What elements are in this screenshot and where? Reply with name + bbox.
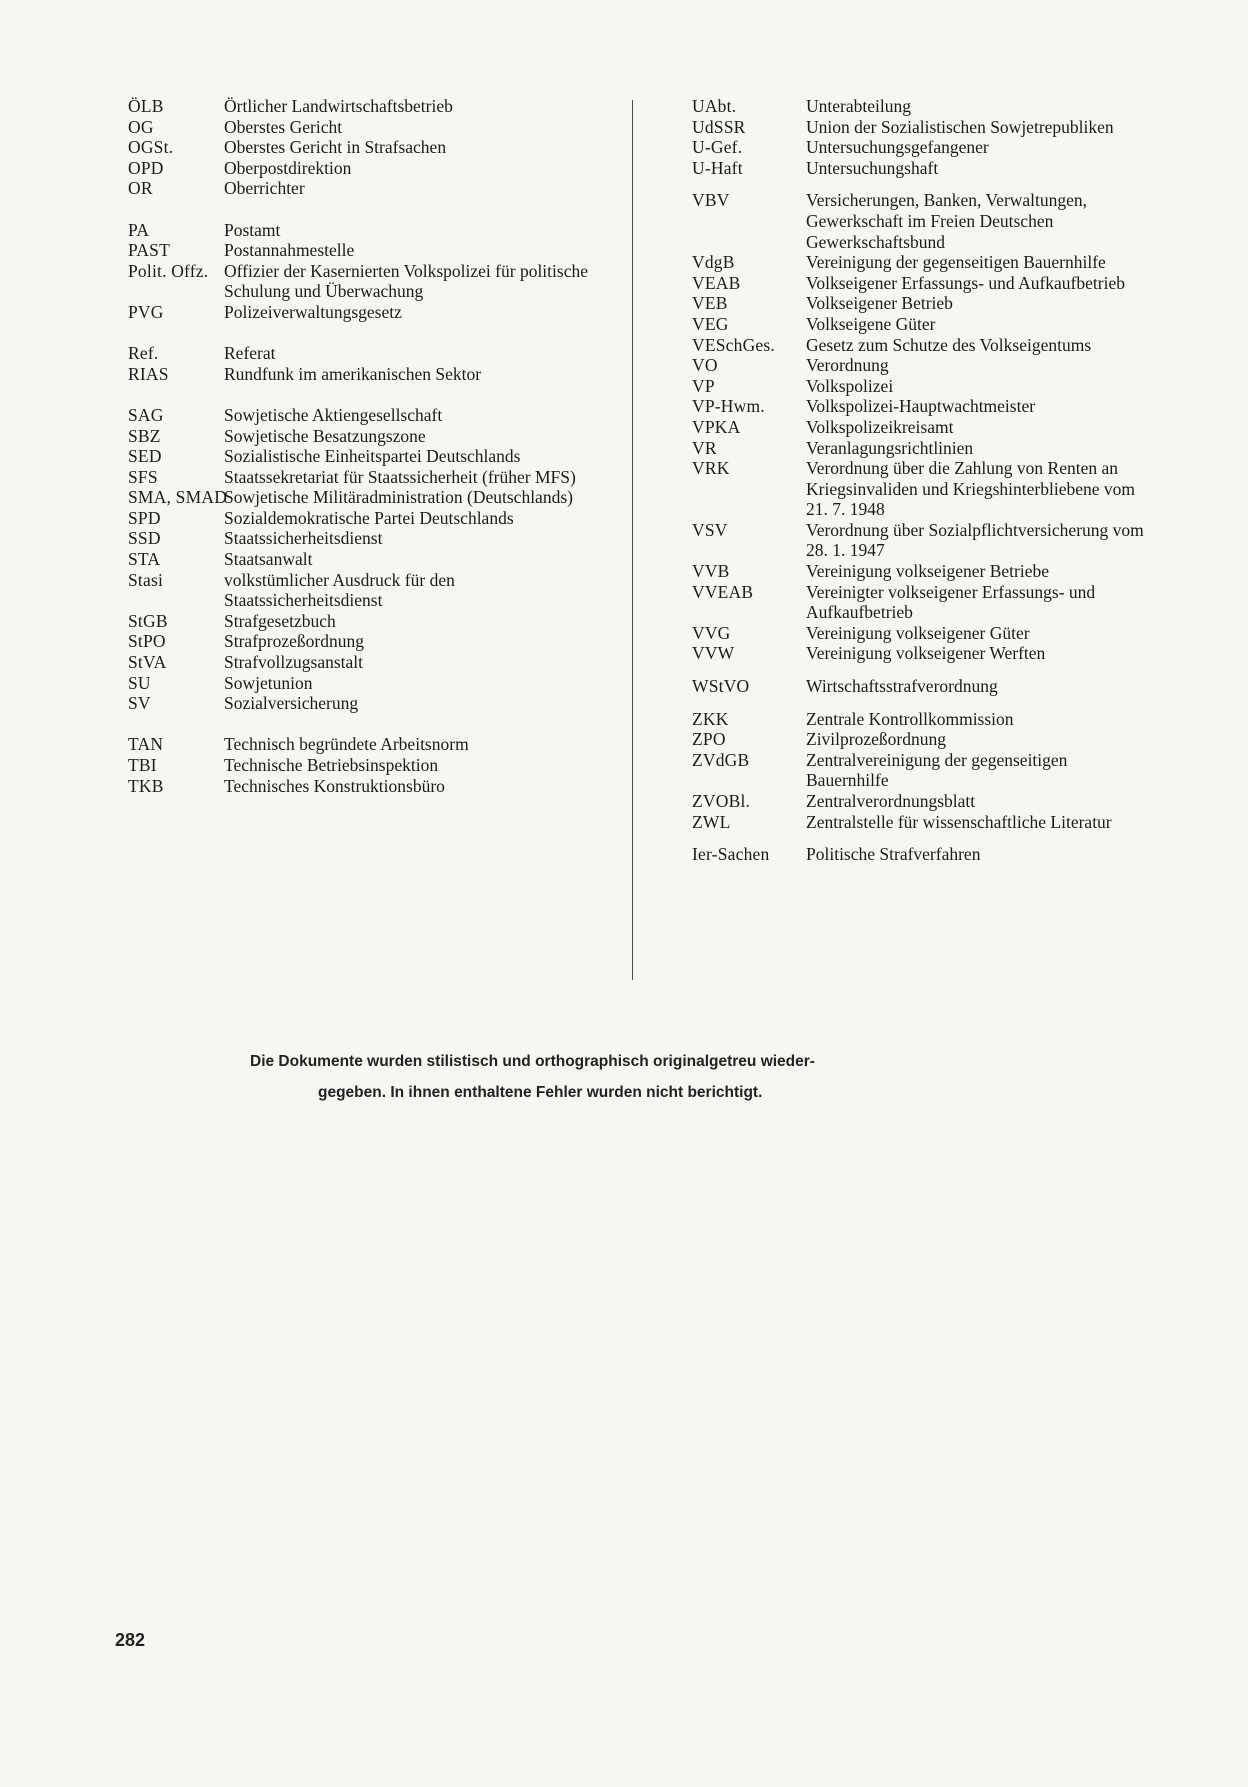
- abbreviation: SMA, SMAD: [128, 487, 228, 508]
- abbreviation: SBZ: [128, 425, 161, 446]
- abbreviation: SFS: [128, 466, 158, 487]
- abbreviation: OG: [128, 116, 154, 137]
- abbreviation: ZKK: [692, 708, 729, 729]
- abbreviation-definition: Technisch begründete Arbeitsnorm: [224, 734, 469, 755]
- abbreviation: VP: [692, 375, 715, 396]
- abbreviation-entry: [692, 252, 1152, 273]
- abbreviation-definition: Zentralstelle für wissenschaftliche Literatur: [806, 811, 1112, 832]
- editorial-note-line-2: gegeben. In ihnen enthaltene Fehler wurden nicht berichtigt.: [318, 1084, 763, 1101]
- abbreviation: VR: [692, 437, 717, 458]
- abbreviation-entry: [692, 791, 1152, 812]
- abbreviation-entry: [128, 117, 588, 138]
- abbreviation-definition: Technische Betriebsinspektion: [224, 755, 439, 775]
- abbreviation: VVW: [692, 643, 735, 664]
- abbreviation-definition: Oberpostdirektion: [224, 157, 352, 178]
- abbreviation: ZVOBl.: [692, 791, 751, 811]
- abbreviation-definition: Strafgesetzbuch: [224, 610, 336, 631]
- abbreviation-entry: [128, 776, 588, 797]
- section-gap: [692, 664, 1152, 676]
- abbreviation-entry: [692, 417, 1152, 438]
- abbreviation-definition: Zivilprozeßordnung: [806, 729, 946, 750]
- abbreviation-definition: Vereinigung volkseigener Güter: [806, 622, 1030, 643]
- abbreviation: ÖLB: [128, 96, 164, 116]
- abbreviation-definition: Staatsanwalt: [224, 549, 313, 570]
- abbreviation-definition: volkstümlicher Ausdruck für den Staatssicherheitsdienst: [224, 569, 455, 611]
- abbreviation-entry: [692, 396, 1152, 417]
- abbreviation-definition: Offizier der Kasernierten Volkspolizei für politische Schulung und Überwachung: [224, 260, 588, 302]
- abbreviation-definition: Postamt: [224, 219, 281, 240]
- abbreviation-definition: Strafprozeßordnung: [224, 631, 364, 652]
- abbreviation-entry: [128, 631, 588, 652]
- abbreviation: Stasi: [128, 569, 164, 590]
- abbreviation-definition: Örtlicher Landwirtschaftsbetrieb: [224, 96, 453, 116]
- abbreviation-entry: [128, 426, 588, 447]
- abbreviation: VPKA: [692, 416, 741, 437]
- abbreviation-definition: Vereinigung der gegenseitigen Bauernhilfe: [806, 252, 1106, 273]
- abbreviation-definition: Postannahmestelle: [224, 240, 355, 261]
- abbreviation-entry: [692, 314, 1152, 335]
- abbreviation: SSD: [128, 528, 161, 549]
- abbreviation-definition: Politische Strafverfahren: [806, 844, 981, 865]
- abbreviation-definition: Volkspolizei: [806, 375, 894, 396]
- abbreviation-entry: [692, 376, 1152, 397]
- abbreviation-definition: Zentralvereinigung der gegenseitigen Bauernhilfe: [806, 749, 1068, 791]
- abbreviation: ZWL: [692, 811, 731, 832]
- abbreviation: VO: [692, 355, 718, 376]
- abbreviation-definition: Verordnung über Sozialpflichtversicherung vom 28. 1. 1947: [806, 519, 1144, 561]
- abbreviation: SAG: [128, 404, 164, 425]
- abbreviation-entry: [692, 273, 1152, 294]
- abbreviation-definition: Vereinigung volkseigener Betriebe: [806, 561, 1049, 582]
- abbreviation-entry: [692, 117, 1152, 138]
- abbreviation-definition: Oberrichter: [224, 178, 305, 199]
- abbreviation: U-Haft: [692, 157, 743, 178]
- abbreviation-definition: Polizeiverwaltungsgesetz: [224, 301, 402, 322]
- abbreviation-entry: [692, 561, 1152, 582]
- abbreviation-definition: Sowjetunion: [224, 672, 313, 693]
- abbreviation-entry: [128, 343, 588, 364]
- section-gap: [692, 697, 1152, 709]
- abbreviation-definition: Verordnung: [806, 355, 889, 376]
- abbreviation: SU: [128, 672, 151, 693]
- abbreviation: ZPO: [692, 729, 726, 750]
- abbreviation: VVEAB: [692, 581, 754, 602]
- abbreviation: VESchGes.: [692, 334, 775, 355]
- abbreviation-entry: [692, 355, 1152, 376]
- abbreviation-entry: [128, 137, 588, 158]
- abbreviation-definition: Strafvollzugsanstalt: [224, 652, 364, 673]
- abbreviation: WStVO: [692, 676, 750, 697]
- abbreviation-entry: [128, 755, 588, 776]
- abbreviation-entry: [128, 508, 588, 529]
- abbreviation-definition: Volkseigener Erfassungs- und Aufkaufbetrieb: [806, 272, 1125, 293]
- abbreviation-list-left: [128, 96, 588, 796]
- abbreviation-entry: [128, 405, 588, 426]
- abbreviation-entry: [692, 293, 1152, 314]
- abbreviation: Ref.: [128, 343, 159, 364]
- abbreviation: Ier-Sachen: [692, 844, 770, 865]
- abbreviation-entry: [128, 302, 588, 323]
- abbreviation-entry: [692, 623, 1152, 644]
- abbreviation-definition: Zentrale Kontrollkommission: [806, 708, 1014, 729]
- abbreviation-definition: Versicherungen, Banken, Verwaltungen, Gewerkschaft im Freien Deutschen Gewerkschaftsbund: [806, 190, 1088, 252]
- abbreviation-entry: [128, 549, 588, 570]
- abbreviation-definition: Staatssekretariat für Staatssicherheit (früher MFS): [224, 466, 576, 487]
- abbreviation: VVG: [692, 622, 731, 643]
- abbreviation-definition: Zentralverordnungsblatt: [806, 791, 976, 811]
- editorial-note: [230, 1046, 930, 1108]
- abbreviation-entry: [128, 693, 588, 714]
- abbreviation-definition: Wirtschaftsstrafverordnung: [806, 676, 998, 697]
- abbreviation-definition: Union der Sozialistischen Sowjetrepubliken: [806, 116, 1114, 137]
- abbreviation: Polit. Offz.: [128, 260, 209, 281]
- section-gap: [128, 714, 588, 735]
- abbreviation-entry: [128, 673, 588, 694]
- abbreviation-entry: [128, 467, 588, 488]
- abbreviation: VRK: [692, 458, 730, 479]
- abbreviation: StVA: [128, 652, 167, 673]
- abbreviation-definition: Oberstes Gericht: [224, 116, 343, 137]
- abbreviation-list-right: [692, 96, 1152, 865]
- abbreviation-definition: Referat: [224, 343, 276, 364]
- abbreviation: TAN: [128, 734, 164, 755]
- abbreviation-definition: Sowjetische Militäradministration (Deutschlands): [224, 487, 573, 508]
- abbreviation-entry: [128, 652, 588, 673]
- abbreviation: UAbt.: [692, 96, 737, 116]
- abbreviation-entry: [128, 96, 588, 117]
- abbreviation-definition: Technisches Konstruktionsbüro: [224, 775, 445, 796]
- abbreviation-entry: [692, 137, 1152, 158]
- abbreviation: TBI: [128, 755, 157, 775]
- abbreviation-entry: [692, 750, 1152, 791]
- abbreviation-definition: Rundfunk im amerikanischen Sektor: [224, 363, 482, 384]
- abbreviation-definition: Gesetz zum Schutze des Volkseigentums: [806, 334, 1092, 355]
- abbreviation-entry: [692, 520, 1152, 561]
- abbreviation: SPD: [128, 507, 161, 528]
- abbreviation-entry: [128, 570, 588, 611]
- abbreviation: StGB: [128, 610, 168, 631]
- abbreviation: PAST: [128, 240, 170, 261]
- abbreviation-definition: Untersuchungsgefangener: [806, 137, 989, 158]
- abbreviation-definition: Veranlagungsrichtlinien: [806, 437, 974, 458]
- abbreviation-entry: [128, 178, 588, 199]
- abbreviation-entry: [692, 438, 1152, 459]
- abbreviation: OR: [128, 178, 153, 199]
- abbreviation-entry: [128, 261, 588, 302]
- abbreviation: VP-Hwm.: [692, 396, 765, 417]
- section-gap: [128, 199, 588, 220]
- abbreviation-entry: [692, 844, 1152, 865]
- abbreviation-entry: [128, 364, 588, 385]
- abbreviation: OGSt.: [128, 137, 174, 158]
- abbreviation-entry: [692, 158, 1152, 179]
- abbreviation-entry: [128, 528, 588, 549]
- abbreviation-definition: Staatssicherheitsdienst: [224, 528, 383, 549]
- abbreviation: RIAS: [128, 363, 169, 384]
- abbreviation-definition: Sozialversicherung: [224, 693, 359, 714]
- abbreviation-entry: [128, 487, 588, 508]
- abbreviation-entry: [128, 734, 588, 755]
- abbreviation-definition: Vereinigung volkseigener Werften: [806, 643, 1046, 664]
- section-gap: [692, 832, 1152, 844]
- abbreviation-entry: [128, 158, 588, 179]
- abbreviation-entry: [692, 190, 1152, 252]
- abbreviation-entry: [692, 582, 1152, 623]
- abbreviation-entry: [128, 611, 588, 632]
- abbreviation: VEG: [692, 313, 729, 334]
- abbreviation-entry: [692, 676, 1152, 697]
- column-divider: [632, 100, 633, 980]
- abbreviation-entry: [692, 729, 1152, 750]
- abbreviation-definition: Volkseigene Güter: [806, 313, 936, 334]
- abbreviation-definition: Sozialistische Einheitspartei Deutschlands: [224, 446, 521, 467]
- abbreviation-definition: Sozialdemokratische Partei Deutschlands: [224, 507, 514, 528]
- abbreviation-definition: Sowjetische Besatzungszone: [224, 425, 426, 446]
- abbreviation: StPO: [128, 631, 166, 652]
- abbreviation-definition: Untersuchungshaft: [806, 157, 939, 178]
- abbreviation: VEAB: [692, 272, 741, 293]
- abbreviation: SED: [128, 446, 162, 467]
- abbreviation-entry: [692, 96, 1152, 117]
- abbreviation-definition: Verordnung über die Zahlung von Renten an Kriegsinvaliden und Kriegshinterbliebene vom 21. 7. 1948: [806, 458, 1136, 520]
- abbreviation-definition: Oberstes Gericht in Strafsachen: [224, 137, 447, 158]
- abbreviation: VVB: [692, 561, 730, 582]
- section-gap: [692, 178, 1152, 190]
- abbreviation-entry: [128, 220, 588, 241]
- section-gap: [128, 323, 588, 344]
- abbreviation: UdSSR: [692, 116, 746, 137]
- abbreviation: VBV: [692, 190, 730, 211]
- abbreviation: STA: [128, 549, 161, 570]
- abbreviation: PVG: [128, 301, 164, 322]
- abbreviation-entry: [692, 812, 1152, 833]
- abbreviation-definition: Sowjetische Aktiengesellschaft: [224, 404, 443, 425]
- page-number: 282: [115, 1630, 146, 1650]
- abbreviation-definition: Volkspolizei-Hauptwachtmeister: [806, 396, 1036, 417]
- abbreviation: U-Gef.: [692, 137, 743, 158]
- abbreviation: OPD: [128, 157, 164, 178]
- abbreviation: VdgB: [692, 252, 735, 273]
- abbreviation-entry: [692, 643, 1152, 664]
- abbreviation-entry: [128, 446, 588, 467]
- abbreviation-entry: [128, 240, 588, 261]
- abbreviation-definition: Vereinigter volkseigener Erfassungs- und Aufkaufbetrieb: [806, 581, 1096, 623]
- abbreviation: SV: [128, 693, 151, 714]
- section-gap: [128, 384, 588, 405]
- abbreviation: TKB: [128, 775, 164, 796]
- abbreviation: PA: [128, 219, 150, 240]
- abbreviation-definition: Volkseigener Betrieb: [806, 293, 953, 314]
- abbreviation: VEB: [692, 293, 728, 314]
- editorial-note-line-1: Die Dokumente wurden stilistisch und orthographisch originalgetreu wieder-: [250, 1053, 815, 1070]
- abbreviation-entry: [692, 709, 1152, 730]
- abbreviation-entry: [692, 458, 1152, 520]
- abbreviation: VSV: [692, 519, 728, 540]
- abbreviation-definition: Unterabteilung: [806, 96, 911, 116]
- abbreviation-definition: Volkspolizeikreisamt: [806, 416, 954, 437]
- abbreviation-entry: [692, 335, 1152, 356]
- abbreviation: ZVdGB: [692, 749, 750, 770]
